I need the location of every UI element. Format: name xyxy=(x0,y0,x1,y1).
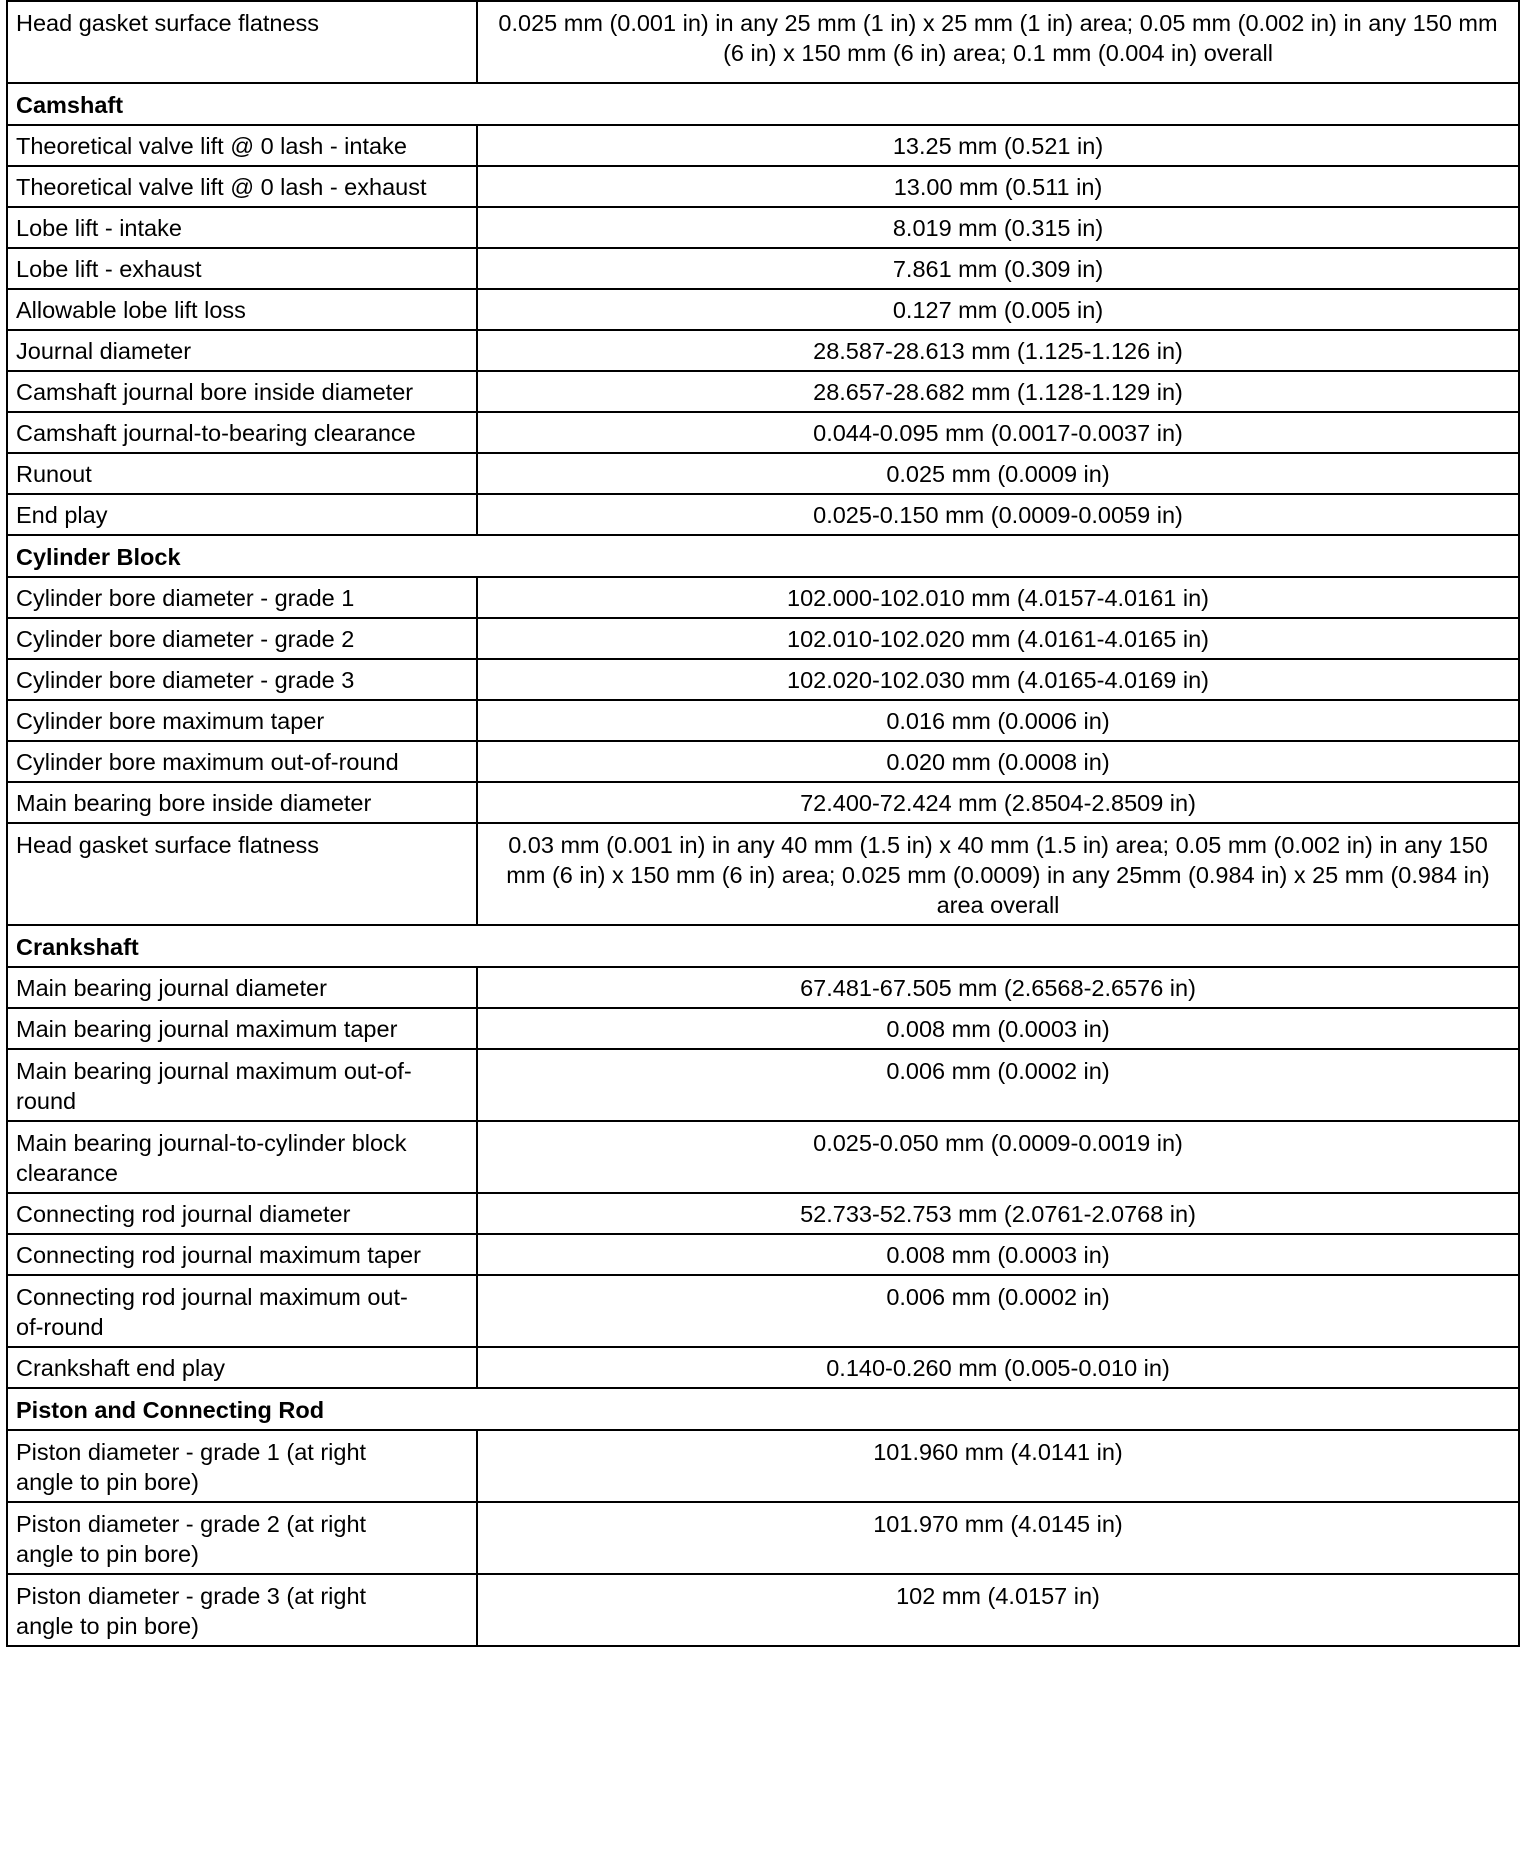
spec-value: 0.044-0.095 mm (0.0017-0.0037 in) xyxy=(477,412,1519,453)
spec-value: 0.016 mm (0.0006 in) xyxy=(477,700,1519,741)
table-row xyxy=(7,1049,1519,1121)
spec-label: Theoretical valve lift @ 0 lash - intake xyxy=(7,125,477,166)
spec-value: 0.025-0.050 mm (0.0009-0.0019 in) xyxy=(477,1121,1519,1193)
spec-value: 0.127 mm (0.005 in) xyxy=(477,289,1519,330)
table-row xyxy=(7,1121,1519,1193)
table-row xyxy=(7,330,1519,371)
table-row xyxy=(7,741,1519,782)
section-title: Cylinder Block xyxy=(7,535,1519,577)
spec-value: 0.008 mm (0.0003 in) xyxy=(477,1008,1519,1049)
spec-label: Main bearing journal-to-cylinder block clearance xyxy=(7,1121,477,1193)
spec-value: 13.25 mm (0.521 in) xyxy=(477,125,1519,166)
spec-label: End play xyxy=(7,494,477,535)
spec-label: Connecting rod journal maximum out-of-round xyxy=(7,1275,477,1347)
spec-value: 101.960 mm (4.0141 in) xyxy=(477,1430,1519,1502)
section-title: Piston and Connecting Rod xyxy=(7,1388,1519,1430)
table-row xyxy=(7,289,1519,330)
spec-value: 52.733-52.753 mm (2.0761-2.0768 in) xyxy=(477,1193,1519,1234)
specifications-table-body xyxy=(7,1,1519,1646)
spec-value: 72.400-72.424 mm (2.8504-2.8509 in) xyxy=(477,782,1519,823)
section-header-row xyxy=(7,535,1519,577)
spec-label: Cylinder bore maximum out-of-round xyxy=(7,741,477,782)
spec-value: 0.03 mm (0.001 in) in any 40 mm (1.5 in) x 40 mm (1.5 in) area; 0.05 mm (0.002 in) in any 150 mm (6 in) x 150 mm (6 in) area; 0.025 mm (0.0009) in any 25mm (0.984 in) x 25 mm (0.984 in) area overall xyxy=(477,823,1519,925)
spec-value: 102 mm (4.0157 in) xyxy=(477,1574,1519,1646)
table-row xyxy=(7,659,1519,700)
table-row xyxy=(7,1275,1519,1347)
spec-label: Theoretical valve lift @ 0 lash - exhaust xyxy=(7,166,477,207)
table-row xyxy=(7,166,1519,207)
spec-label: Head gasket surface flatness xyxy=(7,823,477,925)
table-row xyxy=(7,371,1519,412)
spec-label: Runout xyxy=(7,453,477,494)
spec-value: 0.020 mm (0.0008 in) xyxy=(477,741,1519,782)
spec-value: 102.000-102.010 mm (4.0157-4.0161 in) xyxy=(477,577,1519,618)
spec-value: 0.140-0.260 mm (0.005-0.010 in) xyxy=(477,1347,1519,1388)
spec-value: 0.025 mm (0.001 in) in any 25 mm (1 in) x 25 mm (1 in) area; 0.05 mm (0.002 in) in any 150 mm (6 in) x 150 mm (6 in) area; 0.1 mm (0.004 in) overall xyxy=(477,1,1519,83)
spec-label: Lobe lift - intake xyxy=(7,207,477,248)
table-row xyxy=(7,453,1519,494)
spec-label: Connecting rod journal diameter xyxy=(7,1193,477,1234)
table-row xyxy=(7,1008,1519,1049)
spec-value: 0.008 mm (0.0003 in) xyxy=(477,1234,1519,1275)
spec-value: 8.019 mm (0.315 in) xyxy=(477,207,1519,248)
spec-value: 28.657-28.682 mm (1.128-1.129 in) xyxy=(477,371,1519,412)
spec-value: 28.587-28.613 mm (1.125-1.126 in) xyxy=(477,330,1519,371)
spec-value: 0.006 mm (0.0002 in) xyxy=(477,1049,1519,1121)
spec-label: Cylinder bore maximum taper xyxy=(7,700,477,741)
spec-value: 0.006 mm (0.0002 in) xyxy=(477,1275,1519,1347)
table-row xyxy=(7,207,1519,248)
spec-label: Journal diameter xyxy=(7,330,477,371)
section-header-row xyxy=(7,925,1519,967)
table-row xyxy=(7,1234,1519,1275)
spec-label: Cylinder bore diameter - grade 1 xyxy=(7,577,477,618)
table-row xyxy=(7,1574,1519,1646)
spec-label: Main bearing journal diameter xyxy=(7,967,477,1008)
table-row xyxy=(7,1430,1519,1502)
spec-label: Connecting rod journal maximum taper xyxy=(7,1234,477,1275)
table-row xyxy=(7,494,1519,535)
spec-label: Head gasket surface flatness xyxy=(7,1,477,83)
table-row xyxy=(7,823,1519,925)
table-row xyxy=(7,967,1519,1008)
specifications-table xyxy=(6,0,1520,1647)
spec-label: Main bearing journal maximum out-of-round xyxy=(7,1049,477,1121)
table-row xyxy=(7,577,1519,618)
section-title: Crankshaft xyxy=(7,925,1519,967)
table-row xyxy=(7,782,1519,823)
spec-label: Lobe lift - exhaust xyxy=(7,248,477,289)
spec-label: Cylinder bore diameter - grade 2 xyxy=(7,618,477,659)
spec-label: Main bearing journal maximum taper xyxy=(7,1008,477,1049)
spec-label: Allowable lobe lift loss xyxy=(7,289,477,330)
spec-value: 7.861 mm (0.309 in) xyxy=(477,248,1519,289)
spec-label: Piston diameter - grade 3 (at right angle to pin bore) xyxy=(7,1574,477,1646)
spec-value: 13.00 mm (0.511 in) xyxy=(477,166,1519,207)
spec-value: 0.025 mm (0.0009 in) xyxy=(477,453,1519,494)
spec-value: 67.481-67.505 mm (2.6568-2.6576 in) xyxy=(477,967,1519,1008)
spec-label: Piston diameter - grade 2 (at right angle to pin bore) xyxy=(7,1502,477,1574)
section-header-row xyxy=(7,1388,1519,1430)
table-row xyxy=(7,1502,1519,1574)
section-title: Camshaft xyxy=(7,83,1519,125)
table-row xyxy=(7,700,1519,741)
section-header-row xyxy=(7,83,1519,125)
table-row xyxy=(7,1,1519,83)
spec-value: 0.025-0.150 mm (0.0009-0.0059 in) xyxy=(477,494,1519,535)
spec-value: 102.010-102.020 mm (4.0161-4.0165 in) xyxy=(477,618,1519,659)
table-row xyxy=(7,412,1519,453)
spec-label: Piston diameter - grade 1 (at right angle to pin bore) xyxy=(7,1430,477,1502)
spec-label: Main bearing bore inside diameter xyxy=(7,782,477,823)
spec-label: Crankshaft end play xyxy=(7,1347,477,1388)
table-row xyxy=(7,125,1519,166)
spec-label: Camshaft journal bore inside diameter xyxy=(7,371,477,412)
table-row xyxy=(7,248,1519,289)
table-row xyxy=(7,1347,1519,1388)
spec-value: 101.970 mm (4.0145 in) xyxy=(477,1502,1519,1574)
table-row xyxy=(7,618,1519,659)
spec-value: 102.020-102.030 mm (4.0165-4.0169 in) xyxy=(477,659,1519,700)
spec-label: Cylinder bore diameter - grade 3 xyxy=(7,659,477,700)
table-row xyxy=(7,1193,1519,1234)
spec-label: Camshaft journal-to-bearing clearance xyxy=(7,412,477,453)
